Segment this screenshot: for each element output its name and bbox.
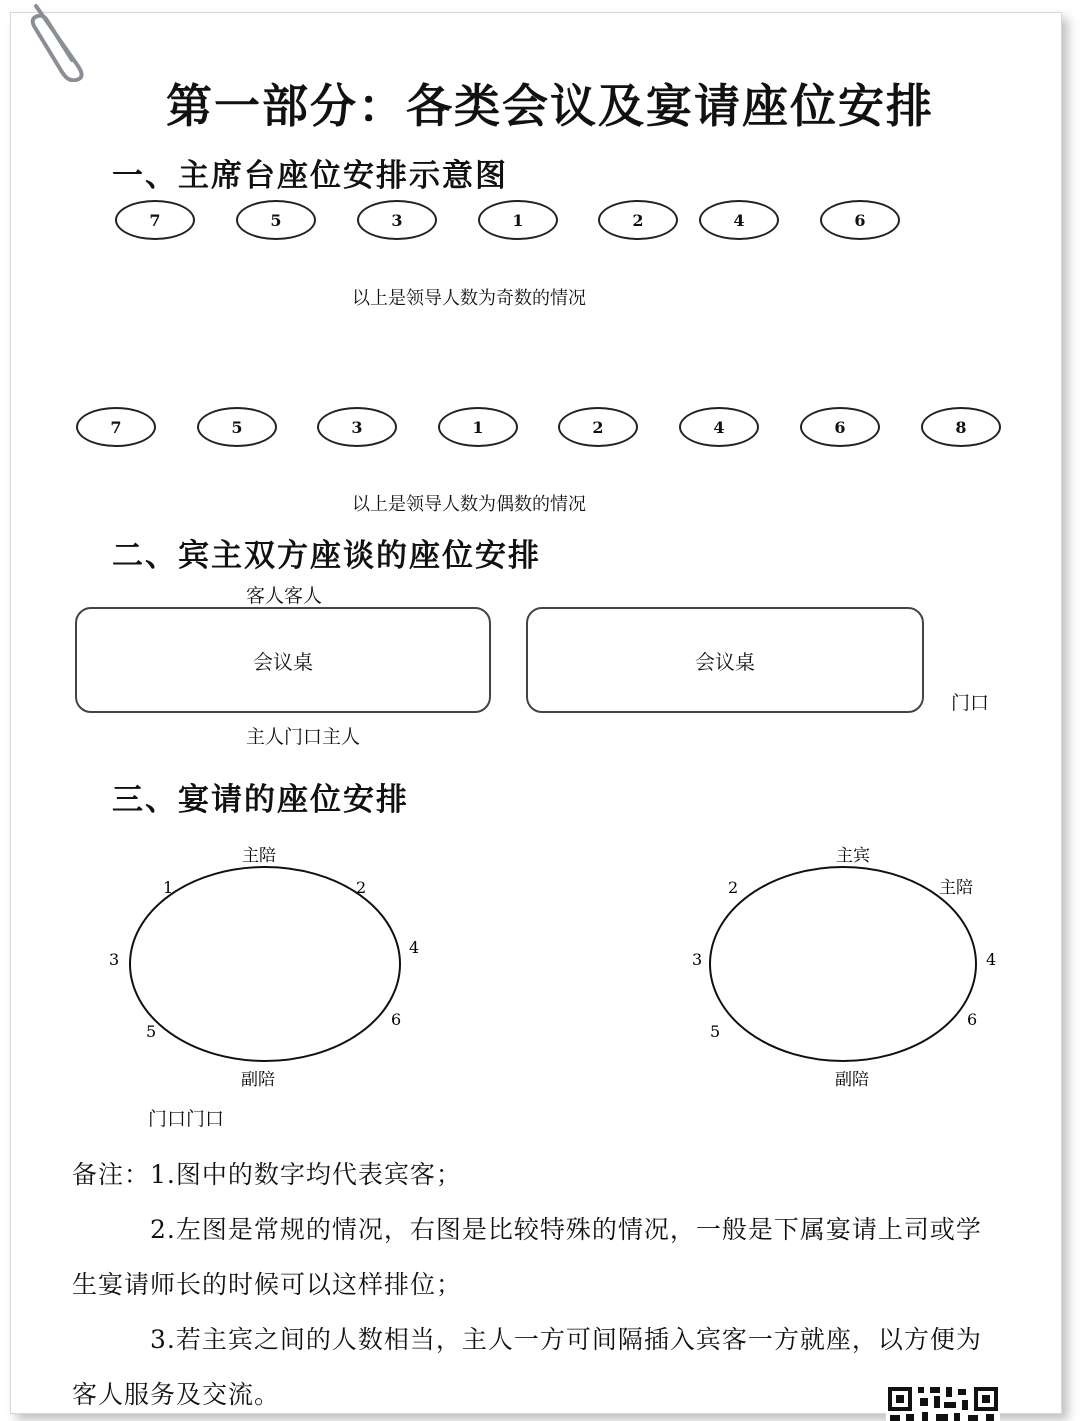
- even-seat-3: 3: [317, 407, 397, 447]
- odd-seat-4: 1: [478, 200, 558, 240]
- note-line-3: 生宴请师长的时候可以这样排位；: [72, 1270, 463, 1299]
- section1-heading: 一、主席台座位安排示意图: [112, 158, 508, 194]
- left-seat-4: 4: [409, 938, 420, 957]
- banquet-table-right: [680, 840, 1010, 1100]
- section3-heading: 三、宴请的座位安排: [112, 782, 409, 818]
- door-label-right: 门口: [951, 692, 990, 714]
- odd-seat-1: 7: [115, 200, 195, 240]
- round-table-right: [710, 867, 976, 1061]
- left-seat-3: 3: [109, 950, 120, 969]
- left-top-label: 主陪: [242, 846, 276, 866]
- even-seat-6: 4: [679, 407, 759, 447]
- qr-code-icon: [886, 1384, 1000, 1421]
- right-seat-5: 5: [710, 1022, 721, 1041]
- even-seat-8: 8: [921, 407, 1001, 447]
- left-bottom-label: 副陪: [241, 1070, 275, 1090]
- odd-caption: 以上是领导人数为奇数的情况: [352, 288, 586, 309]
- even-caption: 以上是领导人数为偶数的情况: [352, 494, 586, 515]
- right-seat-2: 2: [728, 878, 739, 897]
- odd-seat-7: 6: [820, 200, 900, 240]
- odd-seat-2: 5: [236, 200, 316, 240]
- guest-label: 客人客人: [246, 585, 323, 607]
- note-line-5: 客人服务及交流。: [72, 1380, 281, 1409]
- odd-seat-5: 2: [598, 200, 678, 240]
- even-seat-4: 1: [438, 407, 518, 447]
- conference-table-left: 会议桌: [75, 607, 491, 713]
- odd-seat-6: 4: [699, 200, 779, 240]
- door-label-bottom: 门口门口: [148, 1108, 225, 1130]
- right-seat-6: 6: [967, 1010, 978, 1029]
- section2-heading: 二、宾主双方座谈的座位安排: [112, 538, 541, 574]
- right-seat-3: 3: [692, 950, 703, 969]
- note-line-2: 2.左图是常规的情况，右图是比较特殊的情况，一般是下属宴请上司或学: [150, 1215, 982, 1244]
- left-seat-2: 2: [356, 878, 367, 897]
- right-top-right-label: 主陪: [939, 878, 973, 898]
- odd-seat-3: 3: [357, 200, 437, 240]
- right-bottom-label: 副陪: [835, 1070, 869, 1090]
- right-seat-4: 4: [986, 950, 997, 969]
- note-line-4: 3.若主宾之间的人数相当，主人一方可间隔插入宾客一方就座，以方便为: [150, 1325, 982, 1354]
- even-seat-1: 7: [76, 407, 156, 447]
- conference-table-right: 会议桌: [526, 607, 924, 713]
- page-title: 第一部分：各类会议及宴请座位安排: [166, 79, 934, 133]
- left-seat-6: 6: [391, 1010, 402, 1029]
- even-seat-5: 2: [558, 407, 638, 447]
- even-seat-2: 5: [197, 407, 277, 447]
- banquet-table-left: [100, 840, 440, 1100]
- right-top-label: 主宾: [836, 846, 870, 866]
- left-seat-1: 1: [163, 878, 174, 897]
- left-seat-5: 5: [146, 1022, 157, 1041]
- even-seat-7: 6: [800, 407, 880, 447]
- note-line-1: 备注：1.图中的数字均代表宾客；: [72, 1160, 462, 1189]
- host-label: 主人门口主人: [246, 726, 361, 748]
